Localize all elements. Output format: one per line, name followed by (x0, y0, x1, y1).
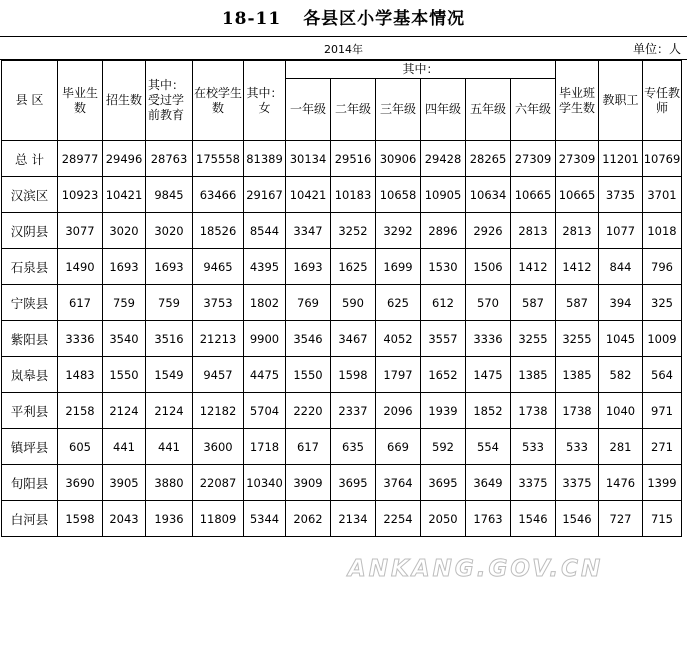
value-cell: 3336 (58, 321, 103, 357)
value-cell: 759 (103, 285, 146, 321)
value-cell: 29516 (331, 141, 376, 177)
year-label: 2014年 (324, 43, 363, 56)
value-cell: 1693 (286, 249, 331, 285)
value-cell: 1399 (643, 465, 682, 501)
county-name-cell: 宁陕县 (2, 285, 58, 321)
value-cell: 617 (286, 429, 331, 465)
value-cell: 30906 (376, 141, 421, 177)
value-cell: 11201 (599, 141, 643, 177)
value-cell: 3695 (331, 465, 376, 501)
value-cell: 28265 (466, 141, 511, 177)
value-cell: 12182 (193, 393, 244, 429)
table-code: 18-11 (221, 9, 282, 29)
unit-label: 单位：人 (632, 42, 681, 56)
value-cell: 30134 (286, 141, 331, 177)
value-cell: 2337 (331, 393, 376, 429)
value-cell: 29428 (421, 141, 466, 177)
value-cell: 3020 (103, 213, 146, 249)
value-cell: 10769 (643, 141, 682, 177)
value-cell: 1936 (146, 501, 193, 537)
value-cell: 617 (58, 285, 103, 321)
value-cell: 2220 (286, 393, 331, 429)
value-cell: 1797 (376, 357, 421, 393)
value-cell: 3764 (376, 465, 421, 501)
value-cell: 3880 (146, 465, 193, 501)
value-cell: 21213 (193, 321, 244, 357)
value-cell: 4475 (244, 357, 286, 393)
value-cell: 3735 (599, 177, 643, 213)
value-cell: 592 (421, 429, 466, 465)
value-cell: 3600 (193, 429, 244, 465)
table-row (2, 321, 682, 357)
value-cell: 3375 (511, 465, 556, 501)
value-cell: 564 (643, 357, 682, 393)
value-cell: 81389 (244, 141, 286, 177)
table-row (2, 429, 682, 465)
value-cell: 10634 (466, 177, 511, 213)
value-cell: 281 (599, 429, 643, 465)
value-cell: 3255 (511, 321, 556, 357)
value-cell: 1490 (58, 249, 103, 285)
value-cell: 1385 (511, 357, 556, 393)
county-name-cell: 平利县 (2, 393, 58, 429)
value-cell: 582 (599, 357, 643, 393)
value-cell: 844 (599, 249, 643, 285)
value-cell: 669 (376, 429, 421, 465)
county-name-cell: 汉滨区 (2, 177, 58, 213)
value-cell: 9845 (146, 177, 193, 213)
value-cell: 18526 (193, 213, 244, 249)
value-cell: 3701 (643, 177, 682, 213)
value-cell: 3909 (286, 465, 331, 501)
county-name-cell: 旬阳县 (2, 465, 58, 501)
value-cell: 1738 (511, 393, 556, 429)
header-county: 县 区 (2, 61, 58, 141)
value-cell: 971 (643, 393, 682, 429)
value-cell: 10183 (331, 177, 376, 213)
value-cell: 1045 (599, 321, 643, 357)
value-cell: 29167 (244, 177, 286, 213)
value-cell: 1852 (466, 393, 511, 429)
value-cell: 3540 (103, 321, 146, 357)
value-cell: 2158 (58, 393, 103, 429)
county-name-cell: 镇坪县 (2, 429, 58, 465)
watermark: ANKANG.GOV.CN (348, 556, 604, 582)
table-row (2, 393, 682, 429)
value-cell: 10665 (556, 177, 599, 213)
data-table (1, 60, 682, 537)
value-cell: 1412 (511, 249, 556, 285)
value-cell: 1598 (331, 357, 376, 393)
value-cell: 605 (58, 429, 103, 465)
value-cell: 27309 (556, 141, 599, 177)
value-cell: 10421 (286, 177, 331, 213)
value-cell: 22087 (193, 465, 244, 501)
value-cell: 3695 (421, 465, 466, 501)
table-row (2, 285, 682, 321)
value-cell: 1738 (556, 393, 599, 429)
value-cell: 1652 (421, 357, 466, 393)
value-cell: 1699 (376, 249, 421, 285)
header-grade3: 三年级 (376, 79, 421, 141)
value-cell: 1693 (146, 249, 193, 285)
value-cell: 9457 (193, 357, 244, 393)
value-cell: 2096 (376, 393, 421, 429)
value-cell: 1693 (103, 249, 146, 285)
value-cell: 29496 (103, 141, 146, 177)
header-among: 其中： (286, 61, 556, 79)
header-teachers: 专任教师 (643, 61, 682, 141)
value-cell: 2813 (556, 213, 599, 249)
value-cell: 9465 (193, 249, 244, 285)
table-row (2, 501, 682, 537)
value-cell: 587 (511, 285, 556, 321)
value-cell: 3905 (103, 465, 146, 501)
county-name-cell: 岚皋县 (2, 357, 58, 393)
value-cell: 587 (556, 285, 599, 321)
value-cell: 1009 (643, 321, 682, 357)
value-cell: 2043 (103, 501, 146, 537)
value-cell: 10905 (421, 177, 466, 213)
value-cell: 1763 (466, 501, 511, 537)
table-row (2, 465, 682, 501)
value-cell: 1546 (511, 501, 556, 537)
county-name-cell: 汉阴县 (2, 213, 58, 249)
value-cell: 5704 (244, 393, 286, 429)
value-cell: 28977 (58, 141, 103, 177)
value-cell: 3516 (146, 321, 193, 357)
value-cell: 1718 (244, 429, 286, 465)
header-grade5: 五年级 (466, 79, 511, 141)
table-title: 各县区小学基本情况 (303, 9, 466, 29)
header-grade4: 四年级 (421, 79, 466, 141)
value-cell: 2062 (286, 501, 331, 537)
value-cell: 3375 (556, 465, 599, 501)
value-cell: 1077 (599, 213, 643, 249)
value-cell: 11809 (193, 501, 244, 537)
subtitle-bar (0, 36, 687, 60)
value-cell: 1475 (466, 357, 511, 393)
value-cell: 2134 (331, 501, 376, 537)
value-cell: 4052 (376, 321, 421, 357)
value-cell: 9900 (244, 321, 286, 357)
value-cell: 394 (599, 285, 643, 321)
value-cell: 1506 (466, 249, 511, 285)
county-name-cell: 紫阳县 (2, 321, 58, 357)
county-name-cell: 白河县 (2, 501, 58, 537)
value-cell: 715 (643, 501, 682, 537)
value-cell: 1412 (556, 249, 599, 285)
value-cell: 2926 (466, 213, 511, 249)
header-graduates: 毕业生数 (58, 61, 103, 141)
header-grad-class: 毕业班学生数 (556, 61, 599, 141)
value-cell: 3557 (421, 321, 466, 357)
value-cell: 10665 (511, 177, 556, 213)
value-cell: 3252 (331, 213, 376, 249)
value-cell: 4395 (244, 249, 286, 285)
header-grade6: 六年级 (511, 79, 556, 141)
value-cell: 1550 (286, 357, 331, 393)
value-cell: 727 (599, 501, 643, 537)
value-cell: 625 (376, 285, 421, 321)
page-title (0, 4, 687, 29)
value-cell: 2813 (511, 213, 556, 249)
value-cell: 10923 (58, 177, 103, 213)
value-cell: 3255 (556, 321, 599, 357)
value-cell: 3753 (193, 285, 244, 321)
value-cell: 1939 (421, 393, 466, 429)
header-female: 其中：女 (244, 61, 286, 141)
value-cell: 1550 (103, 357, 146, 393)
value-cell: 2124 (103, 393, 146, 429)
value-cell: 3546 (286, 321, 331, 357)
value-cell: 3077 (58, 213, 103, 249)
value-cell: 441 (103, 429, 146, 465)
county-name-cell: 石泉县 (2, 249, 58, 285)
value-cell: 590 (331, 285, 376, 321)
value-cell: 1483 (58, 357, 103, 393)
value-cell: 554 (466, 429, 511, 465)
county-name-cell: 总 计 (2, 141, 58, 177)
value-cell: 5344 (244, 501, 286, 537)
value-cell: 1476 (599, 465, 643, 501)
value-cell: 1530 (421, 249, 466, 285)
value-cell: 796 (643, 249, 682, 285)
value-cell: 1625 (331, 249, 376, 285)
value-cell: 3690 (58, 465, 103, 501)
value-cell: 10340 (244, 465, 286, 501)
value-cell: 271 (643, 429, 682, 465)
table-row (2, 177, 682, 213)
value-cell: 8544 (244, 213, 286, 249)
table-row (2, 213, 682, 249)
header-grade2: 二年级 (331, 79, 376, 141)
value-cell: 27309 (511, 141, 556, 177)
value-cell: 3292 (376, 213, 421, 249)
value-cell: 2254 (376, 501, 421, 537)
value-cell: 325 (643, 285, 682, 321)
header-grade1: 一年级 (286, 79, 331, 141)
value-cell: 570 (466, 285, 511, 321)
table-row (2, 249, 682, 285)
value-cell: 3467 (331, 321, 376, 357)
value-cell: 3649 (466, 465, 511, 501)
value-cell: 28763 (146, 141, 193, 177)
value-cell: 769 (286, 285, 331, 321)
header-staff: 教职工 (599, 61, 643, 141)
value-cell: 1598 (58, 501, 103, 537)
value-cell: 63466 (193, 177, 244, 213)
value-cell: 1018 (643, 213, 682, 249)
table-row (2, 141, 682, 177)
value-cell: 10658 (376, 177, 421, 213)
value-cell: 612 (421, 285, 466, 321)
value-cell: 533 (511, 429, 556, 465)
value-cell: 2124 (146, 393, 193, 429)
value-cell: 1802 (244, 285, 286, 321)
value-cell: 3347 (286, 213, 331, 249)
value-cell: 1549 (146, 357, 193, 393)
header-preschool: 其中：受过学前教育 (146, 61, 193, 141)
table-row (2, 357, 682, 393)
value-cell: 635 (331, 429, 376, 465)
value-cell: 10421 (103, 177, 146, 213)
value-cell: 1546 (556, 501, 599, 537)
value-cell: 3020 (146, 213, 193, 249)
value-cell: 533 (556, 429, 599, 465)
value-cell: 3336 (466, 321, 511, 357)
header-in-school: 在校学生数 (193, 61, 244, 141)
value-cell: 2896 (421, 213, 466, 249)
header-enrollment: 招生数 (103, 61, 146, 141)
value-cell: 175558 (193, 141, 244, 177)
value-cell: 1040 (599, 393, 643, 429)
value-cell: 441 (146, 429, 193, 465)
value-cell: 2050 (421, 501, 466, 537)
value-cell: 759 (146, 285, 193, 321)
value-cell: 1385 (556, 357, 599, 393)
